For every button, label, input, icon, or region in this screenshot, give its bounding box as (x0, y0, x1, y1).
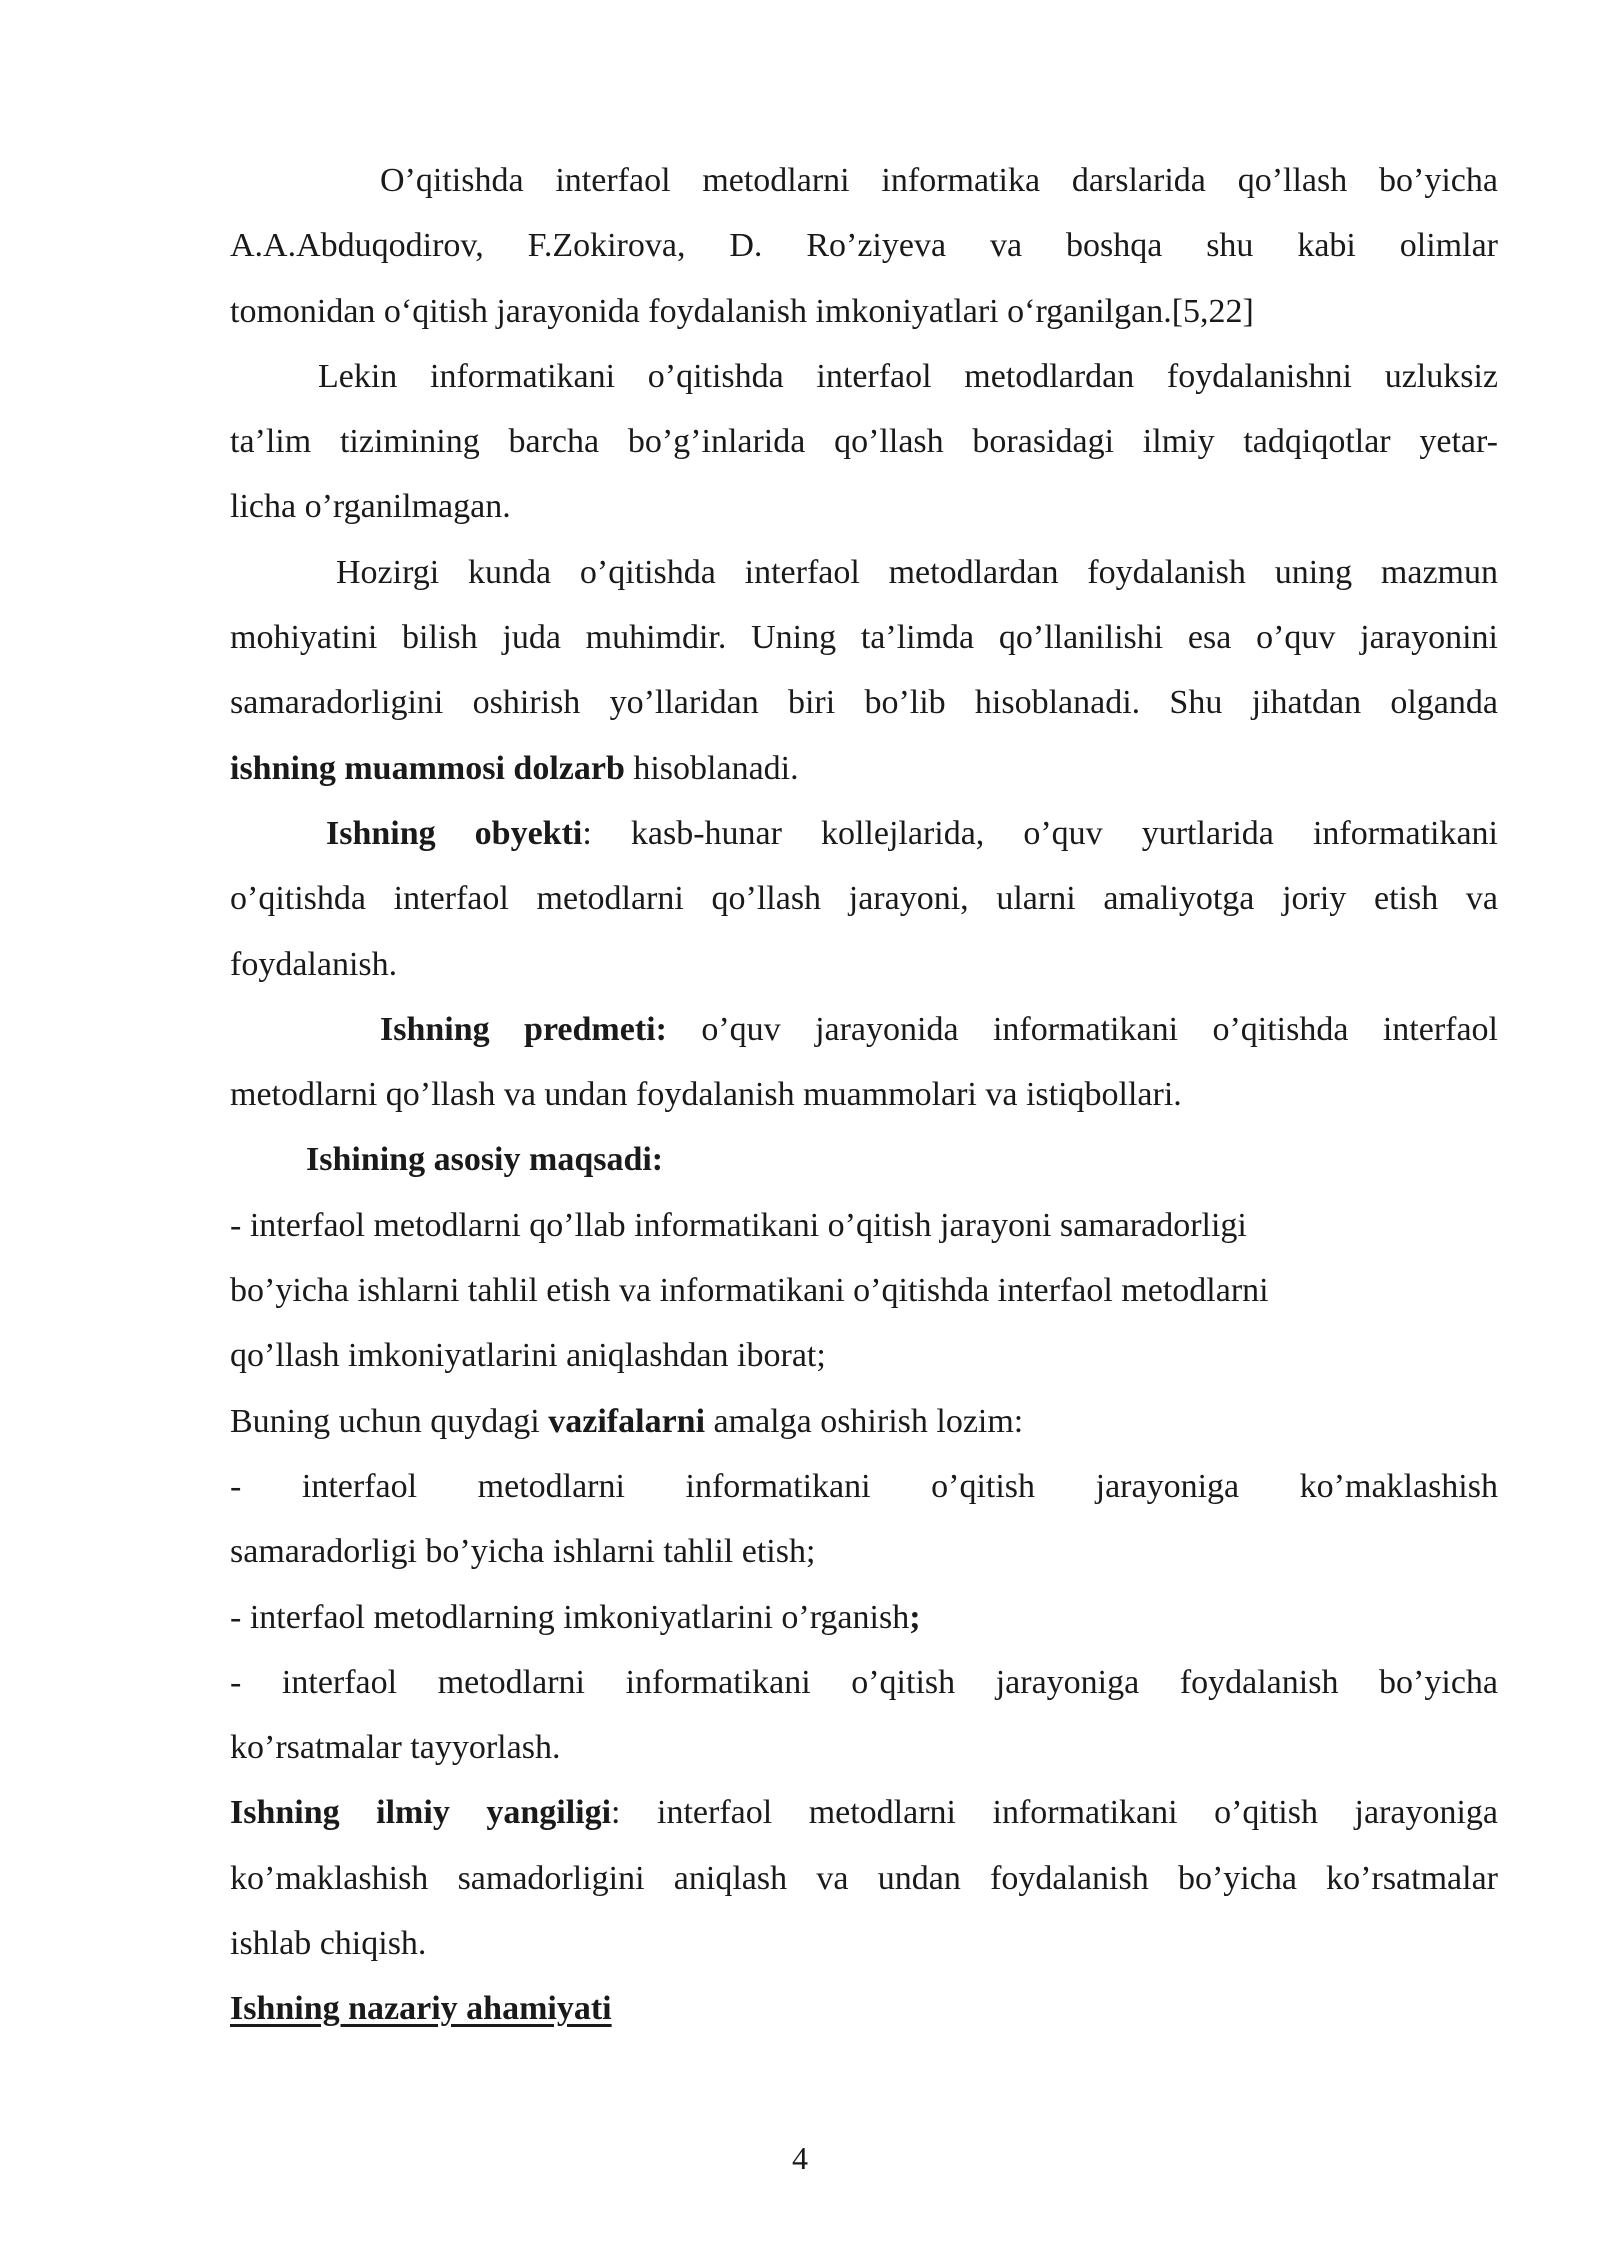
goal-heading-text: Ishining asosiy maqsadi: (306, 1141, 664, 1179)
problem-relevance-bold: ishning muammosi dolzarb (230, 749, 625, 787)
tasks-intro-pre: Buning uchun quydagi (230, 1402, 549, 1440)
paragraph-6-line-1: - interfaol metodlarni qo’llab informatikani o’qitish jarayoni samaradorligi (230, 1206, 1247, 1244)
paragraph-5-line-1-rest: o’quv jarayonida informatikani o’qitishda interfaol (666, 1010, 1498, 1048)
paragraph-6-line-3: qo’llash imkoniyatlarini aniqlashdan iborat; (230, 1337, 826, 1375)
paragraph-2-line-2: ta’lim tizimining barcha bo’g’inlarida qo’llash borasidagi ilmiy tadqiqotlar yetar- (230, 423, 1498, 461)
task-item-3-line-1: - interfaol metodlarni informatikani o’qitish jarayoniga foydalanish bo’yicha (230, 1663, 1498, 1701)
paragraph-8-line-3: ishlab chiqish. (230, 1925, 427, 1963)
paragraph-1-line-1: O’qitishda interfaol metodlarni informatika darslarida qo’llash bo’yicha (380, 162, 1498, 199)
novelty-label: Ishning ilmiy yangiligi (230, 1794, 612, 1832)
task-item-3-line-2: ko’rsatmalar tayyorlash. (230, 1729, 561, 1767)
paragraph-2-line-1: Lekin informatikani o’qitishda interfaol metodlardan foydalanishni uzluksiz (318, 357, 1498, 395)
theoretical-significance-text: Ishning nazariy ahamiyati (230, 1990, 612, 2028)
subject-label: Ishning predmeti: (380, 1010, 667, 1048)
task-item-2-text: - interfaol metodlarning imkoniyatlarini o’rganish (230, 1598, 910, 1636)
paragraph-3-line-2: mohiyatini bilish juda muhimdir. Uning ta’limda qo’llanilishi esa o’quv jarayonini (230, 619, 1498, 657)
task-item-2 (230, 1585, 1498, 1650)
paragraph-8-line-1-rest: : interfaol metodlarni informatikani o’qitish jarayoniga (611, 1794, 1498, 1832)
paragraph-3-line-1: Hozirgi kunda o’qitishda interfaol metodlardan foydalanish uning mazmun (336, 553, 1498, 591)
task-item-1-line-2: samaradorligi bo’yicha ishlarni tahlil etish; (230, 1533, 816, 1571)
paragraph-3-line-4-rest: hisoblanadi. (624, 749, 799, 787)
tasks-bold: vazifalarni (548, 1402, 706, 1440)
paragraph-5-line-2: metodlarni qo’llash va undan foydalanish muammolari va istiqbollari. (230, 1076, 1182, 1114)
paragraph-4-line-3: foydalanish. (230, 945, 398, 983)
object-label: Ishning obyekti (326, 814, 583, 852)
paragraph-8-line-1 (230, 1780, 1498, 1845)
paragraph-4-line-2: o’qitishda interfaol metodlarni qo’llash jarayoni, ularni amaliyotga joriy etish va (230, 880, 1498, 918)
paragraph-1-line-3: tomonidan o‘qitish jarayonida foydalanish imkoniyatlari o‘rganilgan.[5,22] (230, 292, 1254, 330)
document-page (230, 148, 1498, 2042)
paragraph-5-line-1 (230, 997, 1498, 1062)
paragraph-1-line-2: A.A.Abduqodirov, F.Zokirova, D. Ro’ziyeva va boshqa shu kabi olimlar (230, 227, 1498, 265)
paragraph-3-line-4 (230, 736, 1498, 801)
paragraph-2-line-3: licha o’rganilmagan. (230, 488, 511, 526)
theoretical-significance-heading (230, 1976, 1498, 2041)
task-item-1-line-1: - interfaol metodlarni informatikani o’qitish jarayoniga ko’maklashish (230, 1467, 1498, 1505)
task-item-2-semicolon: ; (909, 1598, 921, 1636)
goal-heading (230, 1127, 1498, 1192)
paragraph-4-line-1-rest: : kasb-hunar kollejlarida, o’quv yurtlarida informatikani (582, 814, 1498, 852)
paragraph-8-line-2: ko’maklashish samadorligini aniqlash va undan foydalanish bo’yicha ko’rsatmalar (230, 1859, 1498, 1897)
paragraph-3-line-3: samaradorligini oshirish yo’llaridan biri bo’lib hisoblanadi. Shu jihatdan olganda (230, 684, 1498, 722)
page-number: 4 (792, 2140, 808, 2176)
tasks-intro-post: amalga oshirish lozim: (705, 1402, 1024, 1440)
tasks-intro (230, 1389, 1498, 1454)
paragraph-4-line-1 (230, 801, 1498, 866)
paragraph-6-line-2: bo’yicha ishlarni tahlil etish va informatikani o’qitishda interfaol metodlarni (230, 1272, 1269, 1310)
